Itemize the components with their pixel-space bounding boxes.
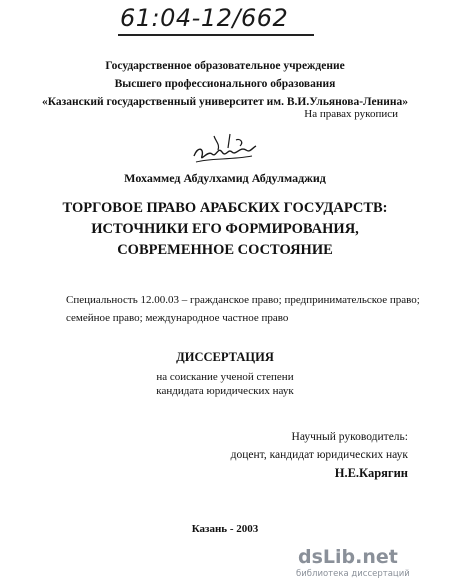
title-line-2: ИСТОЧНИКИ ЕГО ФОРМИРОВАНИЯ, xyxy=(91,221,359,237)
institution-line-2: Высшего профессионального образования xyxy=(114,78,336,90)
watermark-subtitle: библиотека диссертаций xyxy=(296,569,410,579)
degree-line-2: кандидата юридических наук xyxy=(156,385,294,397)
stamp-underline xyxy=(118,34,314,36)
degree-line-1: на соискание ученой степени xyxy=(156,371,294,383)
title-line-3: СОВРЕМЕННОЕ СОСТОЯНИЕ xyxy=(117,242,333,258)
title-line-1: ТОРГОВОЕ ПРАВО АРАБСКИХ ГОСУДАРСТВ: xyxy=(62,200,388,216)
rights-note: На правах рукописи xyxy=(304,108,398,120)
dslib-watermark xyxy=(296,546,446,578)
institution-line-3: «Казанский государственный университет им. В.И.Ульянова-Ленина» xyxy=(41,96,408,108)
institution-line-1: Государственное образовательное учреждение xyxy=(105,60,345,72)
handwritten-stamp xyxy=(118,4,318,38)
watermark-logo xyxy=(298,546,398,568)
supervisor-position: доцент, кандидат юридических наук xyxy=(230,449,408,461)
signature-image xyxy=(190,128,260,168)
specialty-line-2: семейное право; международное частное право xyxy=(66,312,289,324)
specialty-line-1: Специальность 12.00.03 – гражданское право; предпринимательское право; xyxy=(66,294,420,306)
supervisor-name: Н.Е.Карягин xyxy=(334,466,408,480)
specialty xyxy=(66,291,420,327)
watermark-logo-text: dsLib.net xyxy=(298,546,398,568)
stamp-text: 61:04-12/662 xyxy=(120,4,289,32)
supervisor-label: Научный руководитель: xyxy=(291,431,408,443)
document-type: ДИССЕРТАЦИЯ xyxy=(176,350,274,364)
place-year: Казань - 2003 xyxy=(191,523,259,535)
author-name: Мохаммед Абдулхамид Абдулмаджид xyxy=(124,171,326,185)
